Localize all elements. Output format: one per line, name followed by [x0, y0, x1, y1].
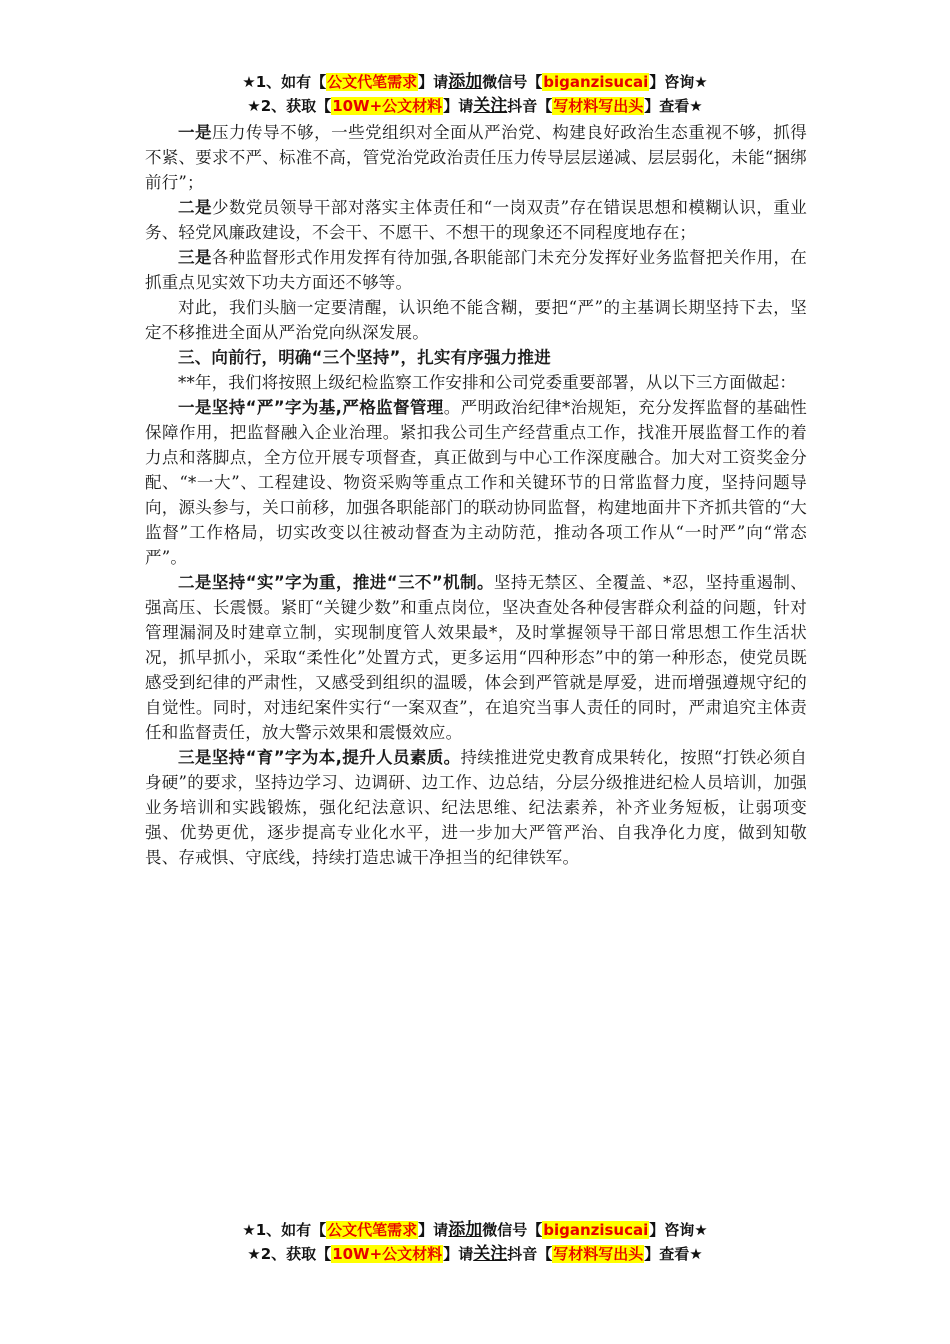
ad-text: ★2、获取【	[247, 1245, 332, 1263]
ad-highlight-wechat-id: biganzisucai	[543, 1221, 649, 1239]
ad-text: 】请	[418, 1221, 449, 1239]
paragraph-6	[145, 395, 807, 570]
ad-text: 】请	[443, 97, 474, 115]
paragraph-lead: 三是坚持“育”字为本,提升人员素质。	[178, 748, 461, 767]
ad-highlight-service: 公文代笔需求	[327, 73, 418, 91]
paragraph-lead: 三是	[178, 248, 212, 267]
ad-line-2	[0, 94, 950, 118]
paragraph-4	[145, 295, 807, 345]
paragraph-5	[145, 370, 807, 395]
paragraph-lead: 一是坚持“严”字为基,严格监督管理	[178, 398, 444, 417]
paragraph-text: 。严明政治纪律*治规矩，充分发挥监督的基础性保障作用，把监督融入企业治理。紧扣我公司生产经营重点工作，找准开展监督工作的着力点和落脚点，全方位开展专项督查，真正做到与中心工作深度融合。加大对工资奖金分配、“*一大”、工程建设、物资采购等重点工作和关键环节的日常监督力度，坚持问题导向，源头参与，关口前移，加强各职能部门的联动协同监督，构建地面井下齐抓共管的“大监督”工作格局，切实改变以往被动督查为主动防范，推动各项工作从“一时严”向“常态严”。	[145, 398, 808, 567]
ad-text: ★1、如有【	[242, 73, 327, 91]
paragraph-text: 坚持无禁区、全覆盖、*忍，坚持重遏制、强高压、长震慑。紧盯“关键少数”和重点岗位，坚决查处各种侵害群众利益的问题，针对管理漏洞及时建章立制，实现制度管人效果最*，及时掌握领导干部日常思想工作生活状况，抓早抓小，采取“柔性化”处置方式，更多运用“四种形态”中的第一种形态，使党员既感受到纪律的严肃性，又感受到组织的温暖，体会到严管就是厚爱，进而增强遵规守纪的自觉性。同时，对违纪案件实行“一案双查”，在追究当事人责任的同时，严肃追究主体责任和监督责任，放大警示效果和震慑效应。	[145, 573, 807, 742]
ad-highlight-materials: 10W+公文材料	[332, 1245, 443, 1263]
ad-text: ★1、如有【	[242, 1221, 327, 1239]
ad-text: 】请	[443, 1245, 474, 1263]
ad-text: 抖音【	[507, 1245, 553, 1263]
ad-highlight-service: 公文代笔需求	[327, 1221, 418, 1239]
paragraph-text: **年，我们将按照上级纪检监察工作安排和公司党委重要部署，从以下三方面做起：	[178, 373, 797, 392]
ad-text: 微信号【	[482, 73, 543, 91]
ad-emphasis-add: 添加	[448, 72, 483, 92]
ad-text: 】咨询★	[649, 1221, 708, 1239]
footer-ad-banner	[0, 1218, 950, 1266]
paragraph-8	[145, 745, 807, 870]
ad-emphasis-follow: 关注	[473, 96, 508, 116]
paragraph-text: 对此，我们头脑一定要清醒，认识绝不能含糊，要把“严”的主基调长期坚持下去，坚定不移推进全面从严治党向纵深发展。	[145, 298, 807, 342]
ad-line-1	[0, 70, 950, 94]
section-heading-3: 三、向前行，明确“三个坚持”，扎实有序强力推进	[178, 348, 551, 367]
document-body	[145, 120, 807, 870]
ad-highlight-douyin: 写材料写出头	[553, 1245, 644, 1263]
ad-highlight-douyin: 写材料写出头	[553, 97, 644, 115]
paragraph-text: 持续推进党史教育成果转化，按照“打铁必须自身硬”的要求，坚持边学习、边调研、边工作、边总结，分层分级推进纪检人员培训，加强业务培训和实践锻炼，强化纪法意识、纪法思维、纪法素养，补齐业务短板，让弱项变强、优势更优，逐步提高专业化水平，进一步加大严管严治、自我净化力度，做到知敬畏、存戒惧、守底线，持续打造忠诚干净担当的纪律铁军。	[145, 748, 807, 867]
paragraph-7	[145, 570, 807, 745]
ad-emphasis-follow: 关注	[473, 1244, 508, 1264]
ad-line-1	[0, 1218, 950, 1242]
paragraph-text: 少数党员领导干部对落实主体责任和“一岗双责”存在错误思想和模糊认识，重业务、轻党风廉政建设，不会干、不愿干、不想干的现象还不同程度地存在；	[145, 198, 807, 242]
paragraph-lead: 一是	[178, 123, 213, 142]
paragraph-lead: 二是坚持“实”字为重，推进“三不”机制。	[178, 573, 494, 592]
ad-highlight-materials: 10W+公文材料	[332, 97, 443, 115]
paragraph-1	[145, 120, 807, 195]
ad-text: 抖音【	[507, 97, 553, 115]
ad-text: 】咨询★	[649, 73, 708, 91]
paragraph-text: 压力传导不够，一些党组织对全面从严治党、构建良好政治生态重视不够，抓得不紧、要求不严、标准不高，管党治党政治责任压力传导层层递减、层层弱化，未能“捆绑前行”；	[145, 123, 808, 192]
ad-line-2	[0, 1242, 950, 1266]
ad-text: 】查看★	[644, 1245, 703, 1263]
ad-text: ★2、获取【	[247, 97, 332, 115]
paragraph-3	[145, 245, 807, 295]
ad-text: 】请	[418, 73, 449, 91]
ad-emphasis-add: 添加	[448, 1220, 483, 1240]
paragraph-text: 各种监督形式作用发挥有待加强,各职能部门未充分发挥好业务监督把关作用，在抓重点见实效下功夫方面还不够等。	[145, 248, 807, 292]
ad-text: 】查看★	[644, 97, 703, 115]
ad-text: 微信号【	[482, 1221, 543, 1239]
header-ad-banner	[0, 70, 950, 118]
ad-highlight-wechat-id: biganzisucai	[543, 73, 649, 91]
paragraph-lead: 二是	[178, 198, 212, 217]
paragraph-2	[145, 195, 807, 245]
